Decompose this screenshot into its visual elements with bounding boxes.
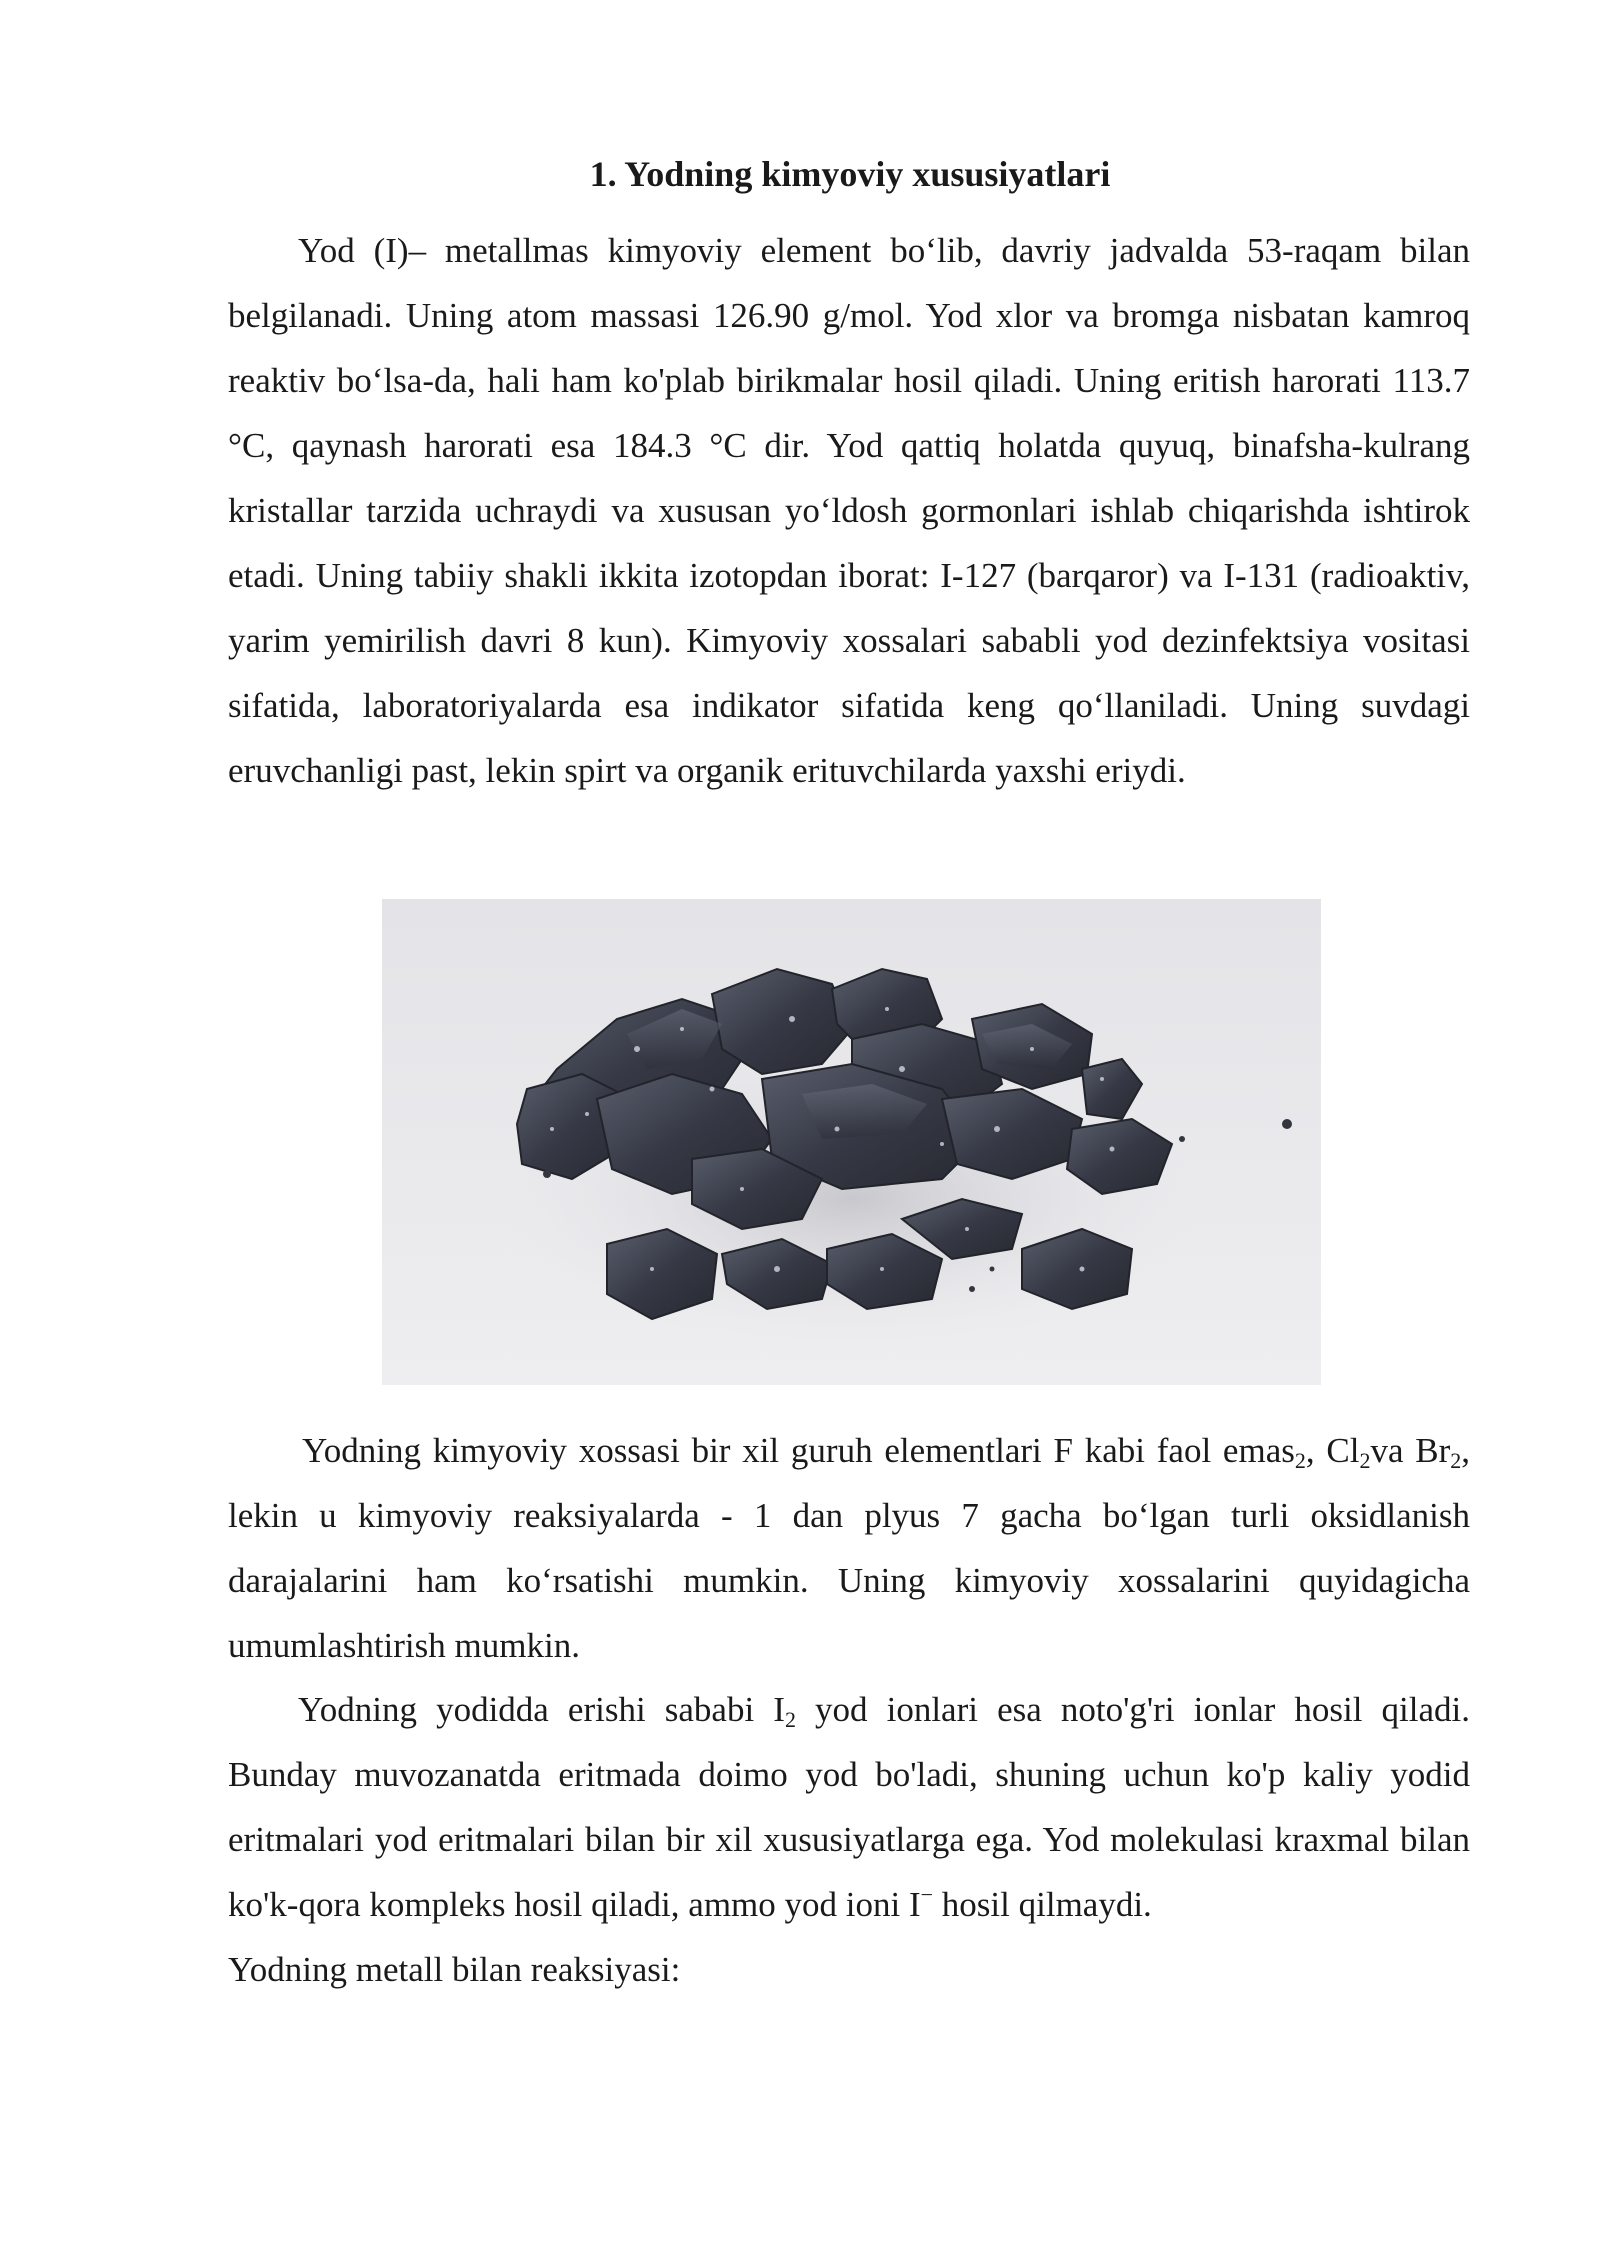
p3-sup-1: − (920, 1882, 934, 1907)
iodine-crystals-photo (382, 899, 1321, 1385)
p2-sub-3: 2 (1450, 1448, 1462, 1473)
p3-text-3: hosil qilmaydi. (933, 1885, 1152, 1924)
p2-text-4: , lekin u kimyoviy reaksiyalarda - 1 dan plyus 7 gacha bo‘lgan turli oksidlanish darajalarini ham ko‘rsatishi mumkin. Uning kimyoviy xossalarini quyidagicha umumlashtirish mumkin. (228, 1431, 1470, 1665)
p2-sub-2: 2 (1359, 1448, 1371, 1473)
paragraph-iodide-solution (228, 1677, 1470, 1937)
p2-text-3: va Br (1370, 1431, 1451, 1470)
paragraph-oxidation-states (228, 1418, 1470, 1678)
p2-text-2: , Cl (1305, 1431, 1360, 1470)
p2-text-1: Yodning kimyoviy xossasi bir xil guruh elementlari F kabi faol emas (302, 1431, 1295, 1470)
paragraph-metal-reaction: Yodning metall bilan reaksiyasi: (228, 1950, 681, 1989)
paragraph-intro: Yod (I)– metallmas kimyoviy element bo‘lib, davriy jadvalda 53-raqam bilan belgilanadi. Uning atom massasi 126.90 g/mol. Yod xlor va bromga nisbatan kamroq reaktiv bo‘lsa-da, hali ham ko'plab birikmalar hosil qiladi. Uning eritish harorati 113.7 °C, qaynash harorati esa 184.3 °C dir. Yod qattiq holatda quyuq, binafsha-kulrang kristallar tarzida uchraydi va xususan yo‘ldosh gormonlari ishlab chiqarishda ishtirok etadi. Uning tabiiy shakli ikkita izotopdan iborat: I-127 (barqaror) va I-131 (radioaktiv, yarim yemirilish davri 8 kun). Kimyoviy xossalari sababli yod dezinfektsiya vositasi sifatida, laboratoriyalarda esa indikator sifatida keng qo‘llaniladi. Uning suvdagi eruvchanligi past, lekin spirt va organik erituvchilarda yaxshi eriydi. (228, 231, 1470, 790)
p3-text-2: yod ionlari esa noto'g'ri ionlar hosil qiladi. Bunday muvozanatda eritmada doimo yod bo'ladi, shuning uchun ko'p kaliy yodid eritmalari yod eritmalari bilan bir xil xususiyatlarga ega. Yod molekulasi kraxmal bilan ko'k-qora kompleks hosil qiladi, ammo yod ioni I (228, 1690, 1470, 1924)
p3-text-1: Yodning yodidda erishi sababi I (298, 1690, 785, 1729)
p3-sub-1: 2 (784, 1707, 796, 1732)
section-title: 1. Yodning kimyoviy xususiyatlari (589, 154, 1111, 194)
p2-sub-1: 2 (1294, 1448, 1306, 1473)
